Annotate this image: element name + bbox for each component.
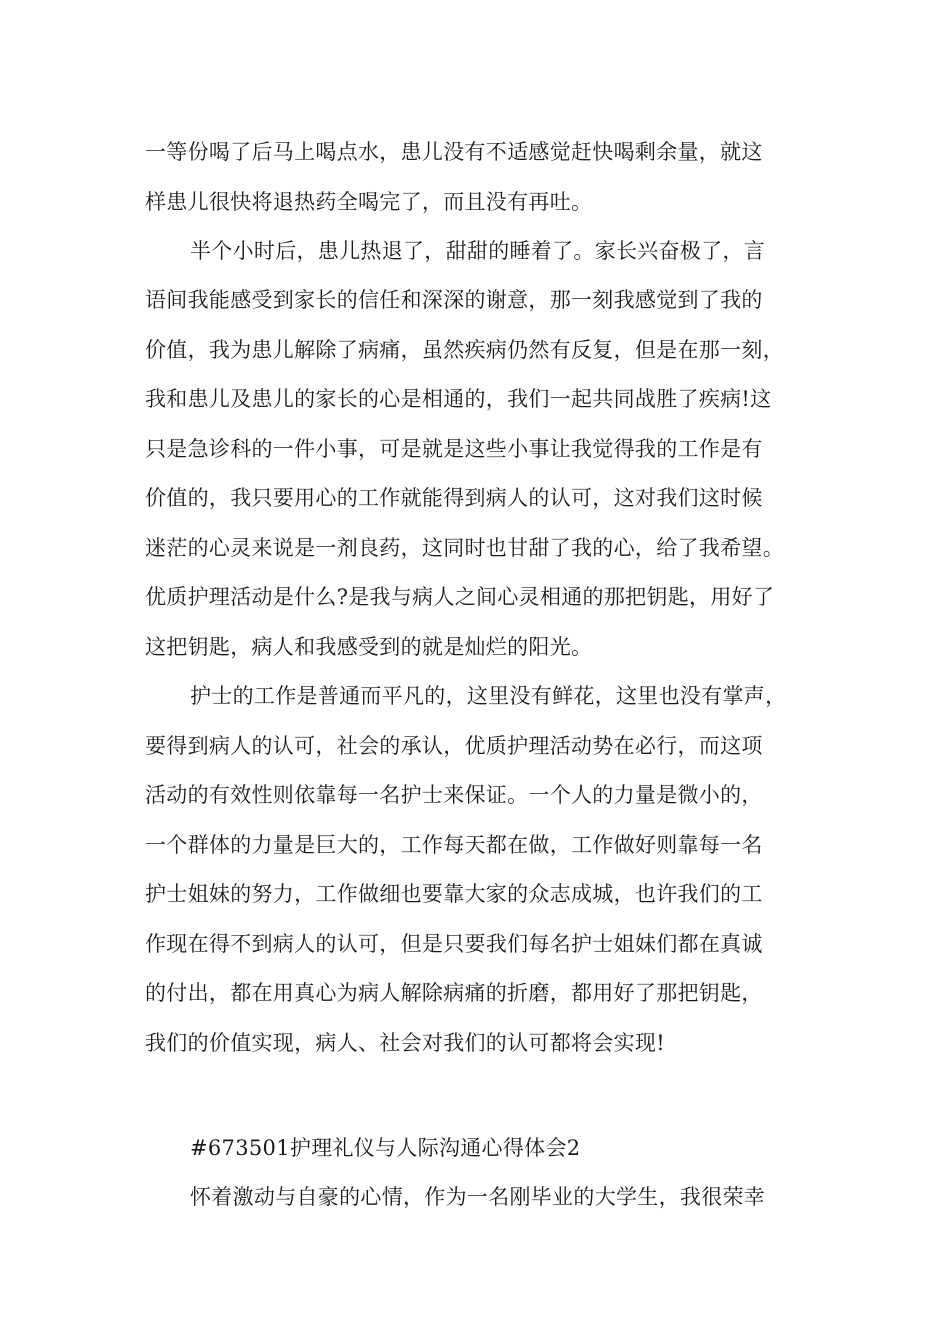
- paragraph-line: 优质护理活动是什么?是我与病人之间心灵相通的那把钥匙，用好了: [145, 585, 775, 609]
- paragraph-line: 的付出，都在用真心为病人解除病痛的折磨，都用好了那把钥匙，: [145, 981, 763, 1005]
- paragraph-line: 价值，我为患儿解除了病痛，虽然疾病仍然有反复，但是在那一刻，: [145, 338, 784, 362]
- paragraph-line: 要得到病人的认可，社会的承认，优质护理活动势在必行，而这项: [145, 734, 763, 758]
- paragraph-line: 作现在得不到病人的认可，但是只要我们每名护士姐妹们都在真诚: [145, 932, 763, 956]
- paragraph-line: 护士姐妹的努力，工作做细也要靠大家的众志成城，也许我们的工: [145, 882, 763, 906]
- paragraph-line: 一个群体的力量是巨大的，工作每天都在做，工作做好则靠每一名: [145, 833, 763, 857]
- paragraph-line: 我和患儿及患儿的家长的心是相通的，我们一起共同战胜了疾病!这: [145, 387, 772, 411]
- paragraph-line: 半个小时后，患儿热退了，甜甜的睡着了。家长兴奋极了，言: [190, 239, 766, 263]
- paragraph-line: 怀着激动与自豪的心情，作为一名刚毕业的大学生，我很荣幸: [190, 1185, 766, 1209]
- paragraph-line: 这把钥匙，病人和我感受到的就是灿烂的阳光。: [145, 635, 593, 659]
- paragraph-line: 我们的价值实现，病人、社会对我们的认可都将会实现!: [145, 1031, 665, 1055]
- paragraph-line: 一等份喝了后马上喝点水，患儿没有不适感觉赶快喝剩余量，就这: [145, 140, 763, 164]
- section-heading: #673501护理礼仪与人际沟通心得体会2: [190, 1136, 581, 1160]
- paragraph-line: 语间我能感受到家长的信任和深深的谢意，那一刻我感觉到了我的: [145, 288, 763, 312]
- paragraph-line: 样患儿很快将退热药全喝完了，而且没有再吐。: [145, 190, 593, 214]
- paragraph-line: 活动的有效性则依靠每一名护士来保证。一个人的力量是微小的，: [145, 783, 763, 807]
- paragraph-line: 护士的工作是普通而平凡的，这里没有鲜花，这里也没有掌声，: [190, 684, 787, 708]
- paragraph-line: 价值的，我只要用心的工作就能得到病人的认可，这对我们这时候: [145, 486, 763, 510]
- paragraph-line: 只是急诊科的一件小事，可是就是这些小事让我觉得我的工作是有: [145, 437, 763, 461]
- paragraph-line: 迷茫的心灵来说是一剂良药，这同时也甘甜了我的心，给了我希望。: [145, 536, 784, 560]
